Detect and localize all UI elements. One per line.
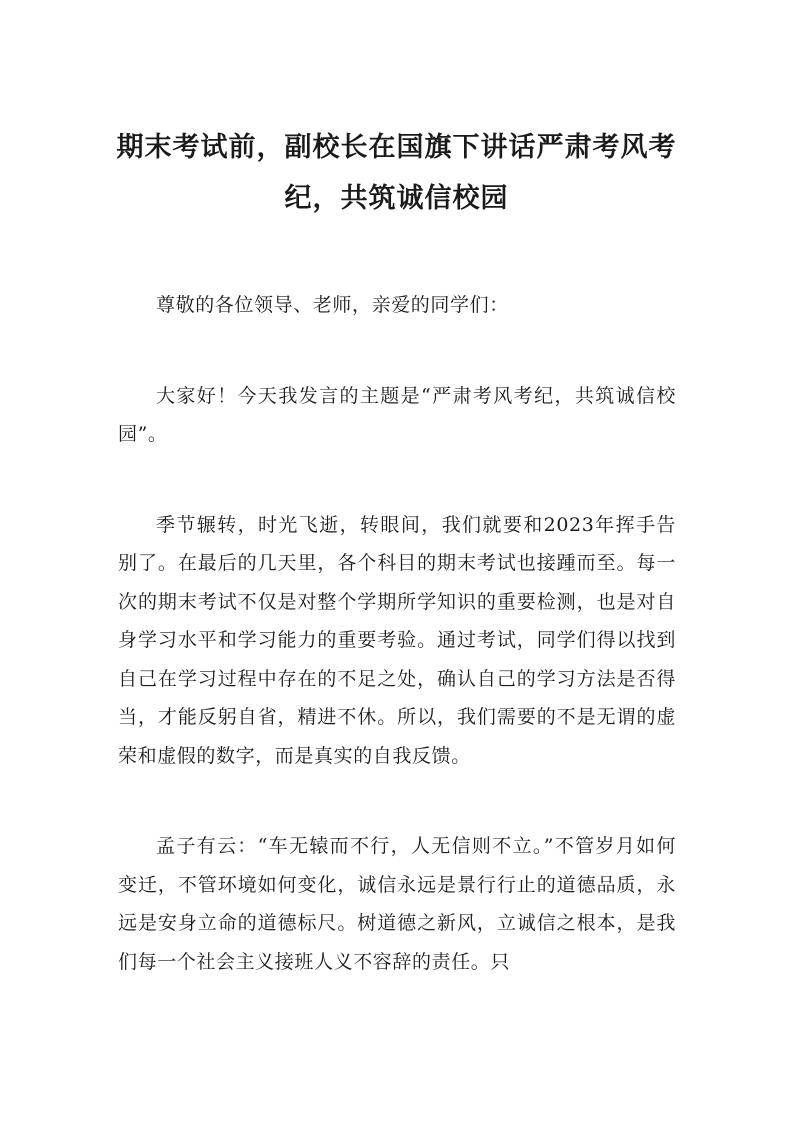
document-title: 期末考试前，副校长在国旗下讲话严肃考风考纪，共筑诚信校园 bbox=[116, 132, 677, 214]
greeting-paragraph: 尊敬的各位领导、老师，亲爱的同学们： bbox=[156, 294, 509, 316]
exam-paragraph: 季节辗转，时光飞逝，转眼间，我们就要和2023年挥手告别了。在最后的几天里，各个科目的期末考试也接踵而至。每一次的期末考试不仅是对整个学期所学知识的重要检测，也是对自身学习水平和学习能力的重要考验。通过考试，同学们得以找到自己在学习过程中存在的不足之处，确认自己的学习方法是否得当，才能反躬自省，精进不休。所以，我们需要的不是无谓的虚荣和虚假的数字，而是真实的自我反馈。 bbox=[118, 513, 676, 767]
opening-paragraph: 大家好！今天我发言的主题是“严肃考风考纪，共筑诚信校园”。 bbox=[118, 384, 676, 445]
document-body bbox=[118, 286, 676, 1033]
integrity-paragraph: 孟子有云：“车无辕而不行，人无信则不立。”不管岁月如何变迁，不管环境如何变化，诚信永远是景行行止的道德品质，永远是安身立命的道德标尺。树道德之新风，立诚信之根本，是我们每一个社会主义接班人义不容辞的责任。只 bbox=[118, 835, 676, 973]
